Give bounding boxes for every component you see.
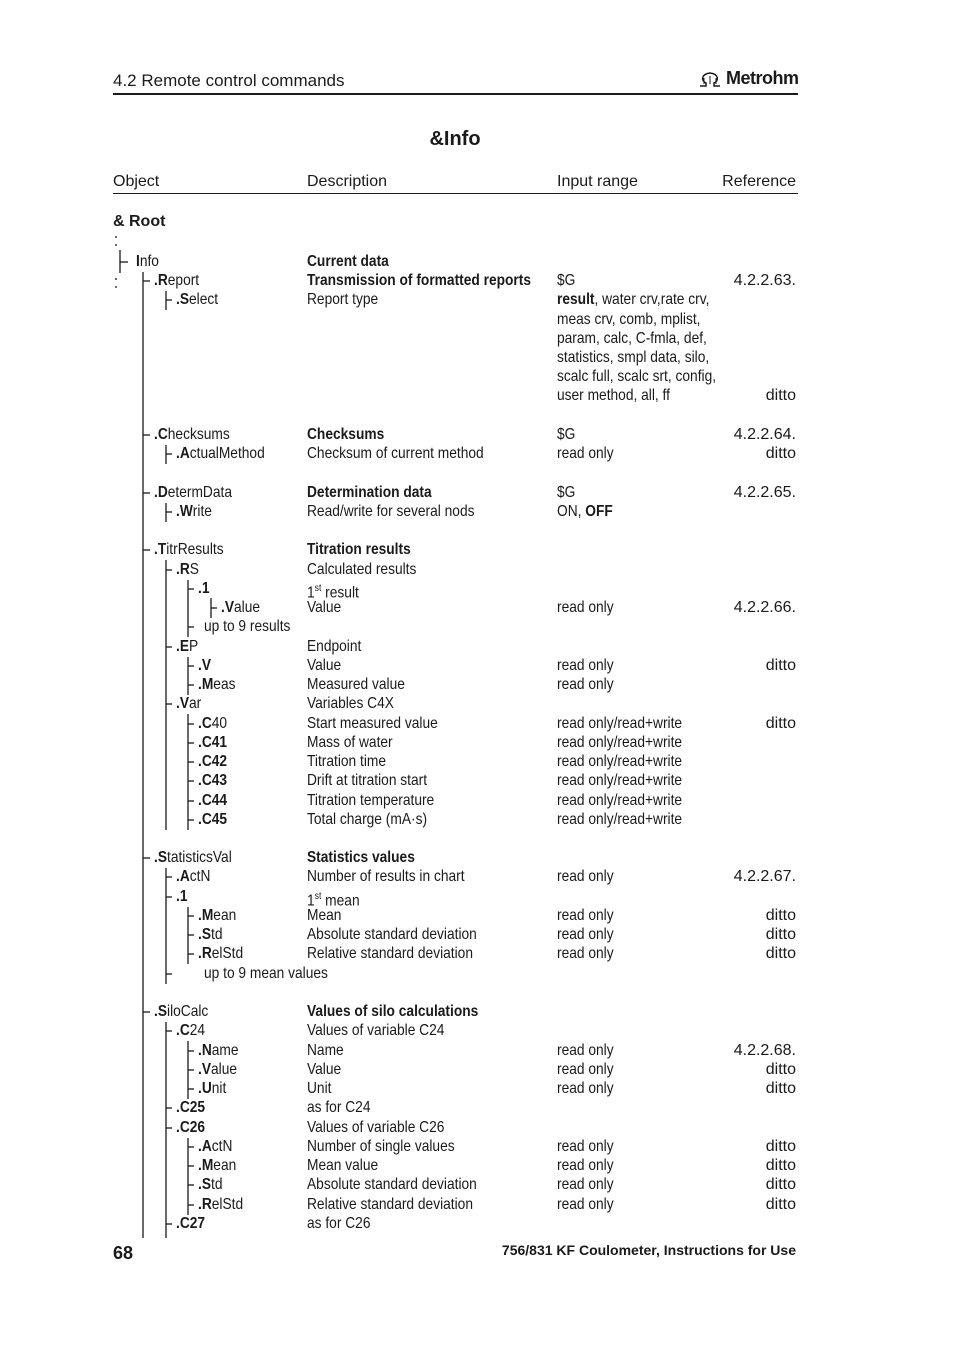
table-row bbox=[0, 386, 796, 405]
object-name-key: .S bbox=[198, 1176, 212, 1193]
default-value: result bbox=[557, 291, 595, 308]
description: Endpoint bbox=[307, 638, 362, 655]
description: Titration time bbox=[307, 753, 387, 770]
object-name-rest: elect bbox=[189, 291, 219, 308]
running-header: 4.2 Remote control commands bbox=[113, 71, 345, 90]
object-name-key: .C43 bbox=[198, 772, 228, 789]
table-row bbox=[0, 329, 796, 348]
table-row bbox=[0, 444, 796, 463]
reference: ditto bbox=[765, 387, 796, 404]
description: Name bbox=[307, 1042, 344, 1059]
description: Start measured value bbox=[307, 715, 438, 732]
object-name-rest: 40 bbox=[211, 715, 228, 732]
input-range: param, calc, C-fmla, def, bbox=[557, 330, 707, 347]
input-range: $G bbox=[557, 272, 576, 289]
object-name-key: .S bbox=[154, 1003, 168, 1020]
object-name bbox=[198, 944, 243, 963]
object-name-key: .C41 bbox=[198, 734, 228, 751]
object-name-rest: rite bbox=[192, 503, 212, 520]
object-name bbox=[198, 1079, 226, 1098]
object-name bbox=[204, 617, 290, 636]
table-row bbox=[0, 1098, 796, 1117]
object-name-rest: td bbox=[211, 926, 223, 943]
table-row bbox=[0, 906, 796, 925]
object-name bbox=[198, 714, 227, 733]
table-row bbox=[0, 348, 796, 367]
reference: ditto bbox=[765, 1061, 796, 1078]
table-row bbox=[0, 944, 796, 963]
input-range: user method, all, ff bbox=[557, 387, 670, 404]
table-row bbox=[0, 637, 796, 656]
object-name bbox=[176, 1214, 205, 1233]
object-name-key: .C27 bbox=[176, 1215, 206, 1232]
object-name-key: .V bbox=[198, 1061, 212, 1078]
table-row bbox=[0, 1079, 796, 1098]
description: Current data bbox=[307, 253, 389, 270]
reference: ditto bbox=[765, 907, 796, 924]
description: Checksum of current method bbox=[307, 445, 484, 462]
object-name-rest: itrResults bbox=[166, 541, 224, 558]
input-range: ON, OFF bbox=[557, 503, 613, 520]
object-name-key: .D bbox=[154, 484, 168, 501]
description: Value bbox=[307, 1061, 342, 1078]
object-name-rest: ar bbox=[189, 695, 202, 712]
input-range: read only/read+write bbox=[557, 715, 683, 732]
input-range: read only bbox=[557, 445, 614, 462]
document-title: 756/831 KF Coulometer, Instructions for Use bbox=[501, 1242, 796, 1258]
object-name bbox=[154, 425, 230, 444]
object-name bbox=[198, 810, 227, 829]
description: as for C26 bbox=[307, 1215, 371, 1232]
object-name bbox=[176, 694, 201, 713]
table-row bbox=[0, 1137, 796, 1156]
object-name-rest: nfo bbox=[139, 253, 159, 270]
description: Read/write for several nods bbox=[307, 503, 475, 520]
object-name-key: .V bbox=[176, 695, 190, 712]
input-range: read only bbox=[557, 1042, 614, 1059]
object-name-rest: S bbox=[189, 561, 199, 578]
object-name-rest: alue bbox=[211, 1061, 238, 1078]
object-name-rest: elStd bbox=[211, 945, 244, 962]
table-row bbox=[0, 887, 796, 910]
description: Report type bbox=[307, 291, 379, 308]
description: Number of results in chart bbox=[307, 868, 465, 885]
object-name bbox=[198, 733, 227, 752]
brand-name: Metrohm bbox=[726, 68, 799, 88]
reference: 4.2.2.68. bbox=[733, 1042, 796, 1059]
table-row bbox=[0, 675, 796, 694]
object-name-key: .V bbox=[198, 657, 212, 674]
input-range: statistics, smpl data, silo, bbox=[557, 349, 710, 366]
column-header-description: Description bbox=[307, 173, 388, 190]
description: Variables C4X bbox=[307, 695, 394, 712]
object-name-rest: elStd bbox=[211, 1196, 244, 1213]
object-name-key: .E bbox=[176, 638, 190, 655]
object-name-key: .A bbox=[176, 868, 190, 885]
object-name-rest: nit bbox=[211, 1080, 227, 1097]
default-value: OFF bbox=[585, 503, 613, 520]
description: Mean bbox=[307, 907, 342, 924]
table-row bbox=[0, 579, 796, 602]
object-name bbox=[154, 1002, 208, 1021]
description: Checksums bbox=[307, 426, 385, 443]
input-range: read only bbox=[557, 1176, 614, 1193]
ordinal-suffix: st bbox=[314, 891, 322, 902]
object-name bbox=[198, 656, 211, 675]
reference: ditto bbox=[765, 1080, 796, 1097]
description: Relative standard deviation bbox=[307, 945, 473, 962]
object-name-rest: etermData bbox=[167, 484, 233, 501]
table-row bbox=[0, 540, 796, 559]
table-row bbox=[0, 1214, 796, 1233]
reference: ditto bbox=[765, 926, 796, 943]
description: Values of variable C26 bbox=[307, 1119, 445, 1136]
table-row bbox=[0, 290, 796, 309]
reference: ditto bbox=[765, 657, 796, 674]
description: Value bbox=[307, 599, 342, 616]
table-row bbox=[0, 791, 796, 810]
reference: ditto bbox=[765, 945, 796, 962]
table-row bbox=[0, 252, 796, 271]
object-name bbox=[198, 579, 209, 598]
object-name-rest: ctualMethod bbox=[189, 445, 265, 462]
table-row bbox=[0, 752, 796, 771]
input-range: read only bbox=[557, 945, 614, 962]
description: Statistics values bbox=[307, 849, 415, 866]
input-range: read only bbox=[557, 1138, 614, 1155]
object-name bbox=[176, 1118, 205, 1137]
object-name-rest: eport bbox=[167, 272, 200, 289]
description: as for C24 bbox=[307, 1099, 371, 1116]
reference: ditto bbox=[765, 1138, 796, 1155]
input-range: read only bbox=[557, 926, 614, 943]
description: Mass of water bbox=[307, 734, 393, 751]
description: Absolute standard deviation bbox=[307, 1176, 477, 1193]
reference: 4.2.2.66. bbox=[733, 599, 796, 616]
description: Value bbox=[307, 657, 342, 674]
object-name-rest: ctN bbox=[189, 868, 211, 885]
object-name-rest: up to 9 results bbox=[204, 618, 291, 635]
object-name-key: .U bbox=[198, 1080, 212, 1097]
description: Calculated results bbox=[307, 561, 417, 578]
object-name-key: .C26 bbox=[176, 1119, 206, 1136]
object-name-key: .S bbox=[176, 291, 190, 308]
object-name-key: I bbox=[136, 253, 140, 270]
table-row bbox=[0, 1118, 796, 1137]
column-header-object: Object bbox=[113, 173, 160, 190]
object-name-rest: ean bbox=[213, 907, 237, 924]
page-number: 68 bbox=[113, 1243, 134, 1263]
input-range: meas crv, comb, mplist, bbox=[557, 311, 701, 328]
object-name-key: .C bbox=[198, 715, 212, 732]
object-name bbox=[204, 964, 328, 983]
table-row bbox=[0, 694, 796, 713]
object-name-key: .1 bbox=[198, 580, 210, 597]
object-name bbox=[198, 675, 235, 694]
object-name bbox=[176, 560, 199, 579]
table-row bbox=[0, 598, 796, 617]
object-name bbox=[176, 637, 198, 656]
table-row bbox=[0, 1002, 796, 1021]
object-name bbox=[154, 540, 224, 559]
table-row bbox=[0, 867, 796, 886]
object-name bbox=[154, 483, 232, 502]
table-row bbox=[0, 502, 796, 521]
column-header-input-range: Input range bbox=[557, 173, 638, 190]
object-name-key: .C bbox=[176, 1022, 190, 1039]
table-row bbox=[0, 1060, 796, 1079]
table-row bbox=[0, 1156, 796, 1175]
object-name bbox=[198, 1060, 237, 1079]
table-row bbox=[0, 964, 796, 983]
table-row bbox=[0, 1195, 796, 1214]
table-row bbox=[0, 560, 796, 579]
description: Values of silo calculations bbox=[307, 1003, 479, 1020]
input-range: read only bbox=[557, 1080, 614, 1097]
description: Relative standard deviation bbox=[307, 1196, 473, 1213]
object-name bbox=[136, 252, 159, 271]
object-name bbox=[176, 1098, 205, 1117]
description: Mean value bbox=[307, 1157, 379, 1174]
object-name-key: .W bbox=[176, 503, 193, 520]
input-range: $G bbox=[557, 426, 576, 443]
input-range: read only/read+write bbox=[557, 792, 683, 809]
object-name-key: .C bbox=[154, 426, 168, 443]
object-name-key: .M bbox=[198, 676, 214, 693]
object-name-rest: tatisticsVal bbox=[167, 849, 232, 866]
object-name bbox=[176, 1021, 205, 1040]
description: Determination data bbox=[307, 484, 432, 501]
table-row bbox=[0, 714, 796, 733]
object-name-key: .T bbox=[154, 541, 167, 558]
input-range: read only/read+write bbox=[557, 811, 683, 828]
object-name-key: .1 bbox=[176, 888, 188, 905]
object-name-rest: td bbox=[211, 1176, 223, 1193]
object-name-key: .M bbox=[198, 907, 214, 924]
description: 1st mean bbox=[307, 891, 360, 910]
description: 1st result bbox=[307, 583, 359, 602]
object-name bbox=[198, 771, 227, 790]
object-name-rest: ame bbox=[211, 1042, 239, 1059]
table-row bbox=[0, 367, 796, 386]
input-range: read only bbox=[557, 907, 614, 924]
object-name bbox=[198, 1041, 239, 1060]
page-title: &Info bbox=[429, 128, 481, 150]
table-row bbox=[0, 310, 796, 329]
reference: ditto bbox=[765, 715, 796, 732]
input-range: read only bbox=[557, 657, 614, 674]
object-name-key: .R bbox=[198, 1196, 212, 1213]
description: Total charge (mA·s) bbox=[307, 811, 428, 828]
ordinal-suffix: st bbox=[314, 583, 322, 594]
input-range: read only bbox=[557, 868, 614, 885]
object-name bbox=[198, 1156, 236, 1175]
object-name bbox=[198, 1137, 232, 1156]
input-range: read only/read+write bbox=[557, 772, 683, 789]
table-row bbox=[0, 733, 796, 752]
object-name bbox=[198, 925, 222, 944]
input-range: read only bbox=[557, 1157, 614, 1174]
object-name bbox=[198, 906, 236, 925]
object-name-key: .C45 bbox=[198, 811, 228, 828]
object-name-key: .C44 bbox=[198, 792, 228, 809]
object-name bbox=[176, 887, 187, 906]
object-name bbox=[198, 1175, 222, 1194]
object-name-rest: iloCalc bbox=[167, 1003, 209, 1020]
column-header-reference: Reference bbox=[722, 173, 796, 190]
input-range: read only/read+write bbox=[557, 753, 683, 770]
reference: ditto bbox=[765, 445, 796, 462]
object-name-key: .R bbox=[176, 561, 190, 578]
object-name-rest: hecksums bbox=[167, 426, 230, 443]
object-name-rest: ctN bbox=[211, 1138, 233, 1155]
table-row bbox=[0, 271, 796, 290]
reference: ditto bbox=[765, 1196, 796, 1213]
input-range: read only bbox=[557, 1061, 614, 1078]
reference: 4.2.2.67. bbox=[733, 868, 796, 885]
input-range: $G bbox=[557, 484, 576, 501]
reference: 4.2.2.64. bbox=[733, 426, 796, 443]
object-name-rest: eas bbox=[213, 676, 236, 693]
table-row bbox=[0, 848, 796, 867]
object-name bbox=[176, 502, 212, 521]
description: Titration temperature bbox=[307, 792, 435, 809]
reference: 4.2.2.65. bbox=[733, 484, 796, 501]
object-name-rest: ean bbox=[213, 1157, 237, 1174]
description: Number of single values bbox=[307, 1138, 455, 1155]
object-name bbox=[176, 290, 218, 309]
object-name bbox=[198, 1195, 243, 1214]
table-row bbox=[0, 425, 796, 444]
table-row bbox=[0, 656, 796, 675]
table-row bbox=[0, 1041, 796, 1060]
description: Absolute standard deviation bbox=[307, 926, 477, 943]
input-range: read only bbox=[557, 1196, 614, 1213]
object-name-key: .C42 bbox=[198, 753, 228, 770]
object-name-key: .C25 bbox=[176, 1099, 206, 1116]
object-name-key: .S bbox=[154, 849, 168, 866]
object-name-rest: P bbox=[189, 638, 199, 655]
object-name-key: .N bbox=[198, 1042, 212, 1059]
object-name bbox=[176, 444, 265, 463]
reference: ditto bbox=[765, 1176, 796, 1193]
input-range: read only bbox=[557, 676, 614, 693]
description: Values of variable C24 bbox=[307, 1022, 445, 1039]
root-label: & Root bbox=[113, 213, 166, 230]
input-range: scalc full, scalc srt, config, bbox=[557, 368, 717, 385]
object-name-key: .A bbox=[176, 445, 190, 462]
input-range: read only/read+write bbox=[557, 734, 683, 751]
object-name-key: .R bbox=[198, 945, 212, 962]
object-name bbox=[176, 867, 210, 886]
description: Transmission of formatted reports bbox=[307, 272, 532, 289]
description: Measured value bbox=[307, 676, 405, 693]
object-name-key: .S bbox=[198, 926, 212, 943]
object-name-rest: up to 9 mean values bbox=[204, 965, 328, 982]
table-row bbox=[0, 617, 796, 636]
table-row bbox=[0, 771, 796, 790]
input-range: result, water crv,rate crv, bbox=[557, 291, 710, 308]
description: Titration results bbox=[307, 541, 411, 558]
table-row bbox=[0, 1175, 796, 1194]
object-name-key: .V bbox=[221, 599, 235, 616]
object-name-rest: 24 bbox=[189, 1022, 206, 1039]
table-row bbox=[0, 483, 796, 502]
object-name bbox=[154, 271, 199, 290]
object-name-key: .A bbox=[198, 1138, 212, 1155]
object-name bbox=[198, 791, 227, 810]
description: Drift at titration start bbox=[307, 772, 428, 789]
object-name-key: .M bbox=[198, 1157, 214, 1174]
table-row bbox=[0, 810, 796, 829]
object-name bbox=[154, 848, 232, 867]
table-row bbox=[0, 925, 796, 944]
description: Unit bbox=[307, 1080, 332, 1097]
object-name-rest: alue bbox=[234, 599, 261, 616]
input-range: read only bbox=[557, 599, 614, 616]
object-name bbox=[198, 752, 227, 771]
reference: ditto bbox=[765, 1157, 796, 1174]
table-row bbox=[0, 1021, 796, 1040]
object-name bbox=[221, 598, 260, 617]
object-name-key: .R bbox=[154, 272, 168, 289]
reference: 4.2.2.63. bbox=[733, 272, 796, 289]
